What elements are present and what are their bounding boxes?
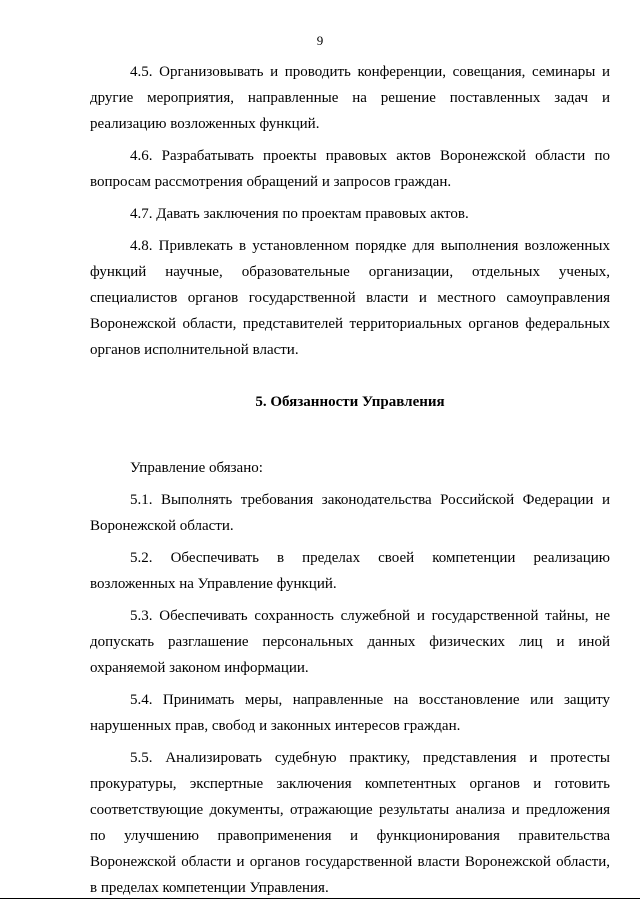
paragraph-5-2: 5.2. Обеспечивать в пределах своей компетенции реализацию возложенных на Управление функций. [90,550,610,592]
paragraph-5-4: 5.4. Принимать меры, направленные на восстановление или защиту нарушенных прав, свобод и законных интересов граждан. [90,692,610,734]
page-number: 9 [316,33,324,48]
document-body [90,59,610,907]
section-5-intro: Управление обязано: [130,460,263,476]
paragraph-4-8: 4.8. Привлекать в установленном порядке для выполнения возложенных функций научные, образовательные организации, отдельных ученых, специалистов органов государственной власти и местного самоуправления Воронежской области, представителей территориальных органов федеральных органов исполнительной власти. [90,238,610,358]
paragraph-4-5: 4.5. Организовывать и проводить конференции, совещания, семинары и другие мероприятия, направленные на решение поставленных задач и реализацию возложенных функций. [90,64,610,132]
paragraph-5-3: 5.3. Обеспечивать сохранность служебной и государственной тайны, не допускать разглашение персональных данных физических лиц и иной охраняемой законом информации. [90,608,610,676]
paragraph-4-7: 4.7. Давать заключения по проектам правовых актов. [130,206,469,222]
paragraph-4-6: 4.6. Разрабатывать проекты правовых актов Воронежской области по вопросам рассмотрения обращений и запросов граждан. [90,148,610,190]
paragraph-5-1: 5.1. Выполнять требования законодательства Российской Федерации и Воронежской области. [90,492,610,534]
page-bottom-rule [0,898,640,899]
paragraph-5-5: 5.5. Анализировать судебную практику, представления и протесты прокуратуры, экспертные заключения компетентных органов и готовить соответствующие документы, отражающие результаты анализа и предложения по улучшению правоприменения и функционирования правительства Воронежской области и органов государственной власти Воронежской области, в пределах компетенции Управления. [90,750,610,896]
section-5-heading: 5. Обязанности Управления [255,394,445,410]
